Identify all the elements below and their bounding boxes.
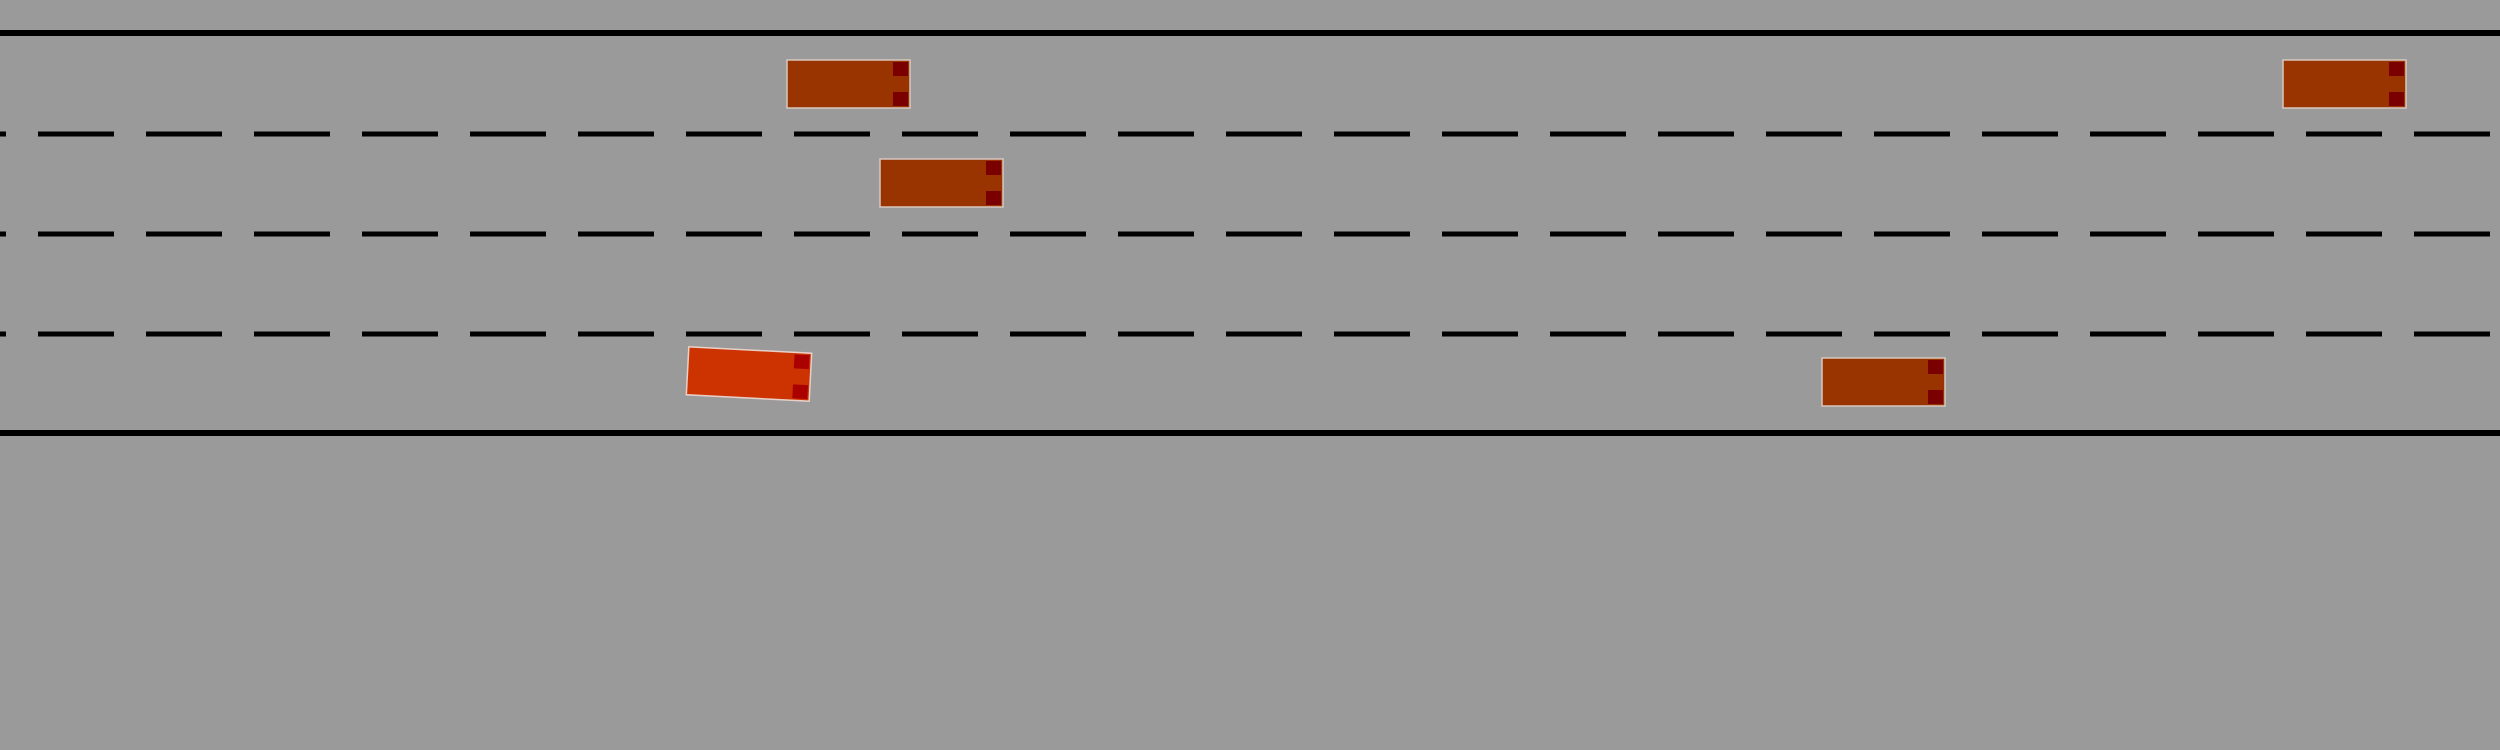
vehicle-3-body <box>880 159 1003 207</box>
ego-vehicle <box>686 347 811 401</box>
vehicle-2 <box>2283 60 2406 108</box>
vehicle-5-body <box>1822 358 1945 406</box>
ego-vehicle-light-left <box>794 354 810 369</box>
vehicle-5-light-right <box>1928 390 1943 404</box>
vehicle-2-light-left <box>2389 62 2404 76</box>
vehicle-1-light-left <box>893 62 908 76</box>
vehicle-1 <box>787 60 910 108</box>
vehicle-1-light-right <box>893 92 908 106</box>
vehicle-3 <box>880 159 1003 207</box>
vehicle-5-light-left <box>1928 360 1943 374</box>
vehicle-5 <box>1822 358 1945 406</box>
vehicle-1-body <box>787 60 910 108</box>
vehicle-3-light-right <box>986 191 1001 205</box>
vehicle-3-light-left <box>986 161 1001 175</box>
ego-vehicle-light-right <box>792 384 808 399</box>
vehicle-2-body <box>2283 60 2406 108</box>
vehicle-2-light-right <box>2389 92 2404 106</box>
